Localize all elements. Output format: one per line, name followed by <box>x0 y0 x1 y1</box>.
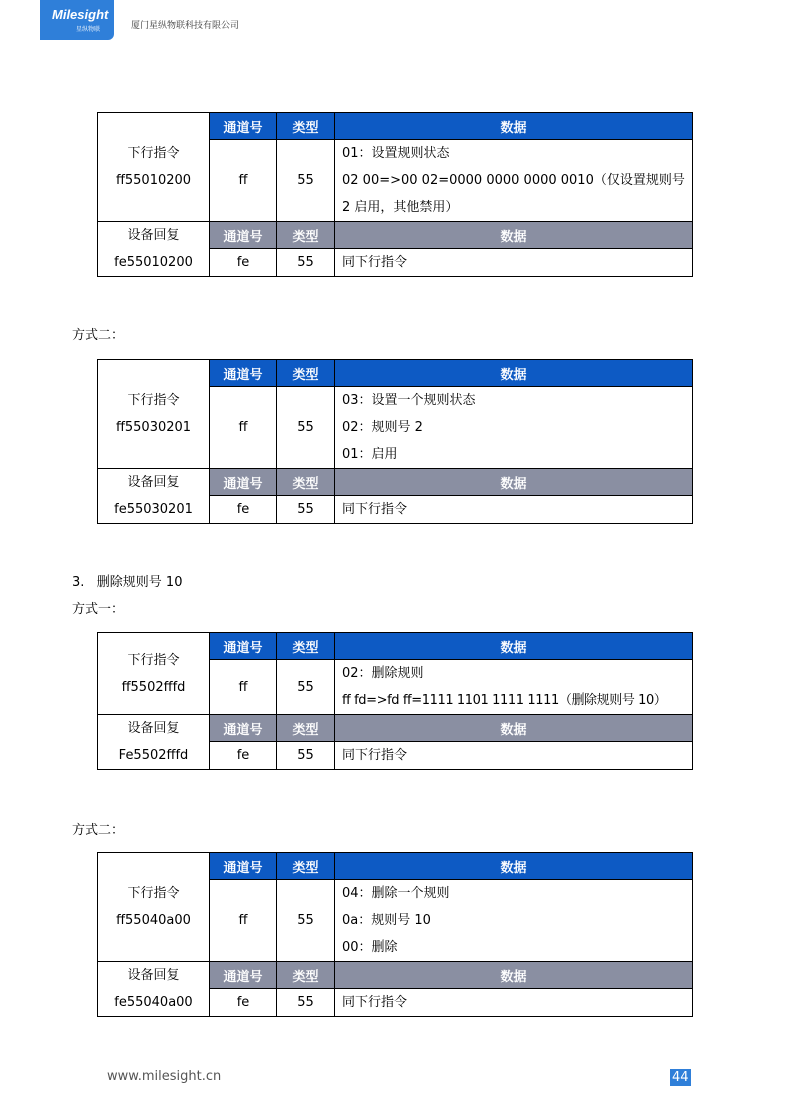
page-number: 44 <box>672 1070 689 1085</box>
downlink-cell <box>98 633 210 715</box>
data-line: 0a：规则号 10 <box>342 913 431 928</box>
command-table-3 <box>97 632 693 770</box>
header-type: 类型 <box>277 633 335 660</box>
reply-channel-value: fe <box>210 249 277 277</box>
header-channel: 通道号 <box>210 360 277 387</box>
reply-code: Fe5502fffd <box>118 748 189 763</box>
data-line: 00：删除 <box>342 940 398 955</box>
downlink-label: 下行指令 <box>127 652 180 668</box>
header-data: 数据 <box>335 113 693 140</box>
milesight-logo <box>40 0 114 40</box>
header-data: 数据 <box>335 853 693 880</box>
command-table-2 <box>97 359 693 524</box>
reply-code: fe55010200 <box>114 255 193 270</box>
downlink-cell <box>98 113 210 222</box>
channel-value: ff <box>210 880 277 962</box>
reply-type-value: 55 <box>277 249 335 277</box>
header-data: 数据 <box>335 360 693 387</box>
heading-section-3: 3. 删除规则号 10 <box>72 575 183 590</box>
data-line: 04：删除一个规则 <box>342 886 450 901</box>
reply-cell <box>98 715 210 770</box>
data-value <box>335 140 693 222</box>
reply-type-value: 55 <box>277 742 335 770</box>
data-value <box>335 880 693 962</box>
data-line: 03：设置一个规则状态 <box>342 393 476 408</box>
channel-value: ff <box>210 140 277 222</box>
heading-method1: 方式一： <box>72 602 125 617</box>
downlink-cell <box>98 853 210 962</box>
reply-cell <box>98 962 210 1017</box>
type-value: 55 <box>277 387 335 469</box>
reply-label: 设备回复 <box>127 721 180 736</box>
type-value: 55 <box>277 140 335 222</box>
reply-channel-value: fe <box>210 496 277 524</box>
header-channel: 通道号 <box>210 113 277 140</box>
header-data: 数据 <box>335 469 693 496</box>
logo-brand-text: Milesight <box>52 7 109 22</box>
channel-value: ff <box>210 660 277 715</box>
reply-code: fe55040a00 <box>114 995 193 1010</box>
data-line: 01：设置规则状态 <box>342 146 450 161</box>
header-data: 数据 <box>335 633 693 660</box>
reply-channel-value: fe <box>210 742 277 770</box>
reply-data-value: 同下行指令 <box>335 989 693 1017</box>
data-line: 02 00=>00 02=0000 0000 0000 0010（仅设置规则号 <box>342 173 685 188</box>
header-type: 类型 <box>277 962 335 989</box>
downlink-code: ff55040a00 <box>116 913 191 928</box>
header-data: 数据 <box>335 222 693 249</box>
header-channel: 通道号 <box>210 633 277 660</box>
header-channel: 通道号 <box>210 469 277 496</box>
reply-type-value: 55 <box>277 989 335 1017</box>
heading-method2-second: 方式二： <box>72 823 125 838</box>
heading-method2: 方式二： <box>72 328 125 343</box>
channel-value: ff <box>210 387 277 469</box>
data-line: 02：删除规则 <box>342 666 424 681</box>
reply-label: 设备回复 <box>127 968 180 983</box>
type-value: 55 <box>277 880 335 962</box>
reply-cell <box>98 469 210 524</box>
logo-sub-text: 星纵物联 <box>76 26 101 33</box>
header-type: 类型 <box>277 853 335 880</box>
data-line: 2 启用，其他禁用） <box>342 200 459 215</box>
downlink-label: 下行指令 <box>127 393 180 408</box>
reply-channel-value: fe <box>210 989 277 1017</box>
company-name: 厦门星纵物联科技有限公司 <box>131 21 240 31</box>
header-type: 类型 <box>277 222 335 249</box>
footer-url: www.milesight.cn <box>107 1069 222 1084</box>
header-type: 类型 <box>277 360 335 387</box>
downlink-code: ff5502fffd <box>121 679 186 695</box>
reply-data-value: 同下行指令 <box>335 249 693 277</box>
reply-cell <box>98 222 210 277</box>
header-channel: 通道号 <box>210 222 277 249</box>
data-line: ff fd=>fd ff=1111 1101 1111 1111（删除规则号 10） <box>342 693 667 708</box>
data-line: 01：启用 <box>342 447 398 462</box>
data-value <box>335 660 693 715</box>
header-data: 数据 <box>335 715 693 742</box>
data-value <box>335 387 693 469</box>
reply-data-value: 同下行指令 <box>335 742 693 770</box>
downlink-label: 下行指令 <box>127 886 180 901</box>
reply-label: 设备回复 <box>127 228 180 243</box>
header-type: 类型 <box>277 113 335 140</box>
header-channel: 通道号 <box>210 962 277 989</box>
header-channel: 通道号 <box>210 853 277 880</box>
downlink-code: ff55030201 <box>115 420 192 435</box>
downlink-cell <box>98 360 210 469</box>
header-data: 数据 <box>335 962 693 989</box>
reply-code: fe55030201 <box>114 502 193 517</box>
command-table-4 <box>97 852 693 1017</box>
reply-type-value: 55 <box>277 496 335 524</box>
downlink-code: ff55010200 <box>115 173 192 188</box>
header-type: 类型 <box>277 715 335 742</box>
type-value: 55 <box>277 660 335 715</box>
downlink-label: 下行指令 <box>127 146 180 161</box>
data-line: 02：规则号 2 <box>342 420 423 435</box>
header-type: 类型 <box>277 469 335 496</box>
header-channel: 通道号 <box>210 715 277 742</box>
reply-label: 设备回复 <box>127 475 180 490</box>
command-table-1 <box>97 112 693 277</box>
reply-data-value: 同下行指令 <box>335 496 693 524</box>
